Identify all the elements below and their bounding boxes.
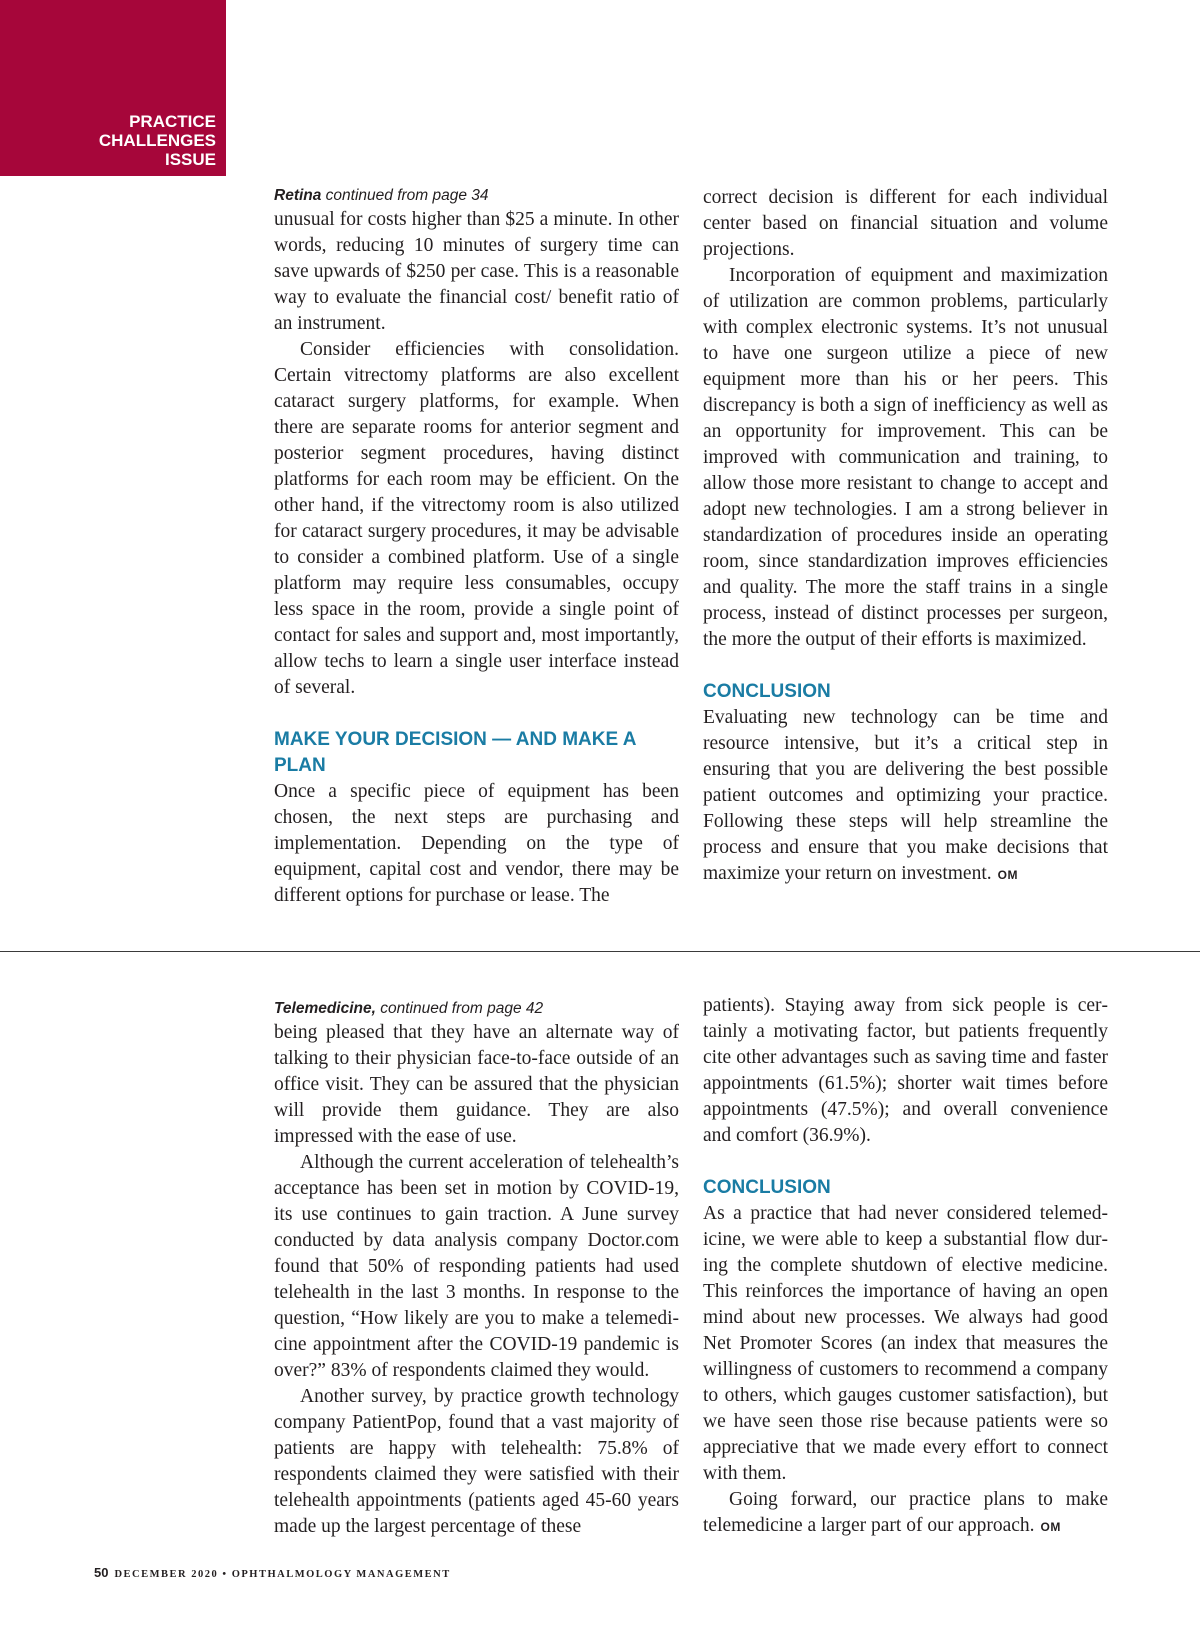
paragraph: being pleased that they have an alternate way of talking to their physician face-to-face outside of an office visit. They can be assured that the physician will provide them guidance. They are also impressed with the ease of use. [274, 1022, 679, 1147]
continued-line [274, 185, 679, 207]
paragraph: Another survey, by practice growth technology company PatientPop, found that a vast majority of patients are happy with telehealth: 75.8% of respondents claimed they were satisfied with their telehealth appointments (patients aged 45-60 years made up the largest percentage of these [274, 1386, 679, 1537]
paragraph [703, 705, 1108, 888]
paragraph: As a practice that had never considered telemedicine, we were able to keep a substantial flow during the complete shutdown of elective medicine. This reinforces the importance of having an open mind about new processes. We always had good Net Promoter Scores (an index that measures the willingness of customers to recommend a company to others, which gauges customer satisfaction), but we have seen those rise because patients were so appreciative that we made every effort to connect with them. [703, 1203, 1108, 1484]
section-tab-line-2: CHALLENGES [98, 131, 216, 150]
continued-line [274, 998, 679, 1020]
paragraph [703, 1487, 1108, 1540]
paragraph: correct decision is different for each individual center based on financial situation and volume projections. [703, 187, 1108, 260]
article2-left-column [274, 998, 679, 1540]
paragraph: patients). Staying away from sick people is certainly a motivating factor, but patients frequently cite other advantages such as saving time and faster appointments (61.5%); shorter wait times before appointments (47.5%); and overall convenience and comfort (36.9%). [703, 995, 1108, 1146]
section-heading: MAKE YOUR DECISION — AND MAKE A PLAN [274, 729, 636, 776]
article-divider [0, 951, 1200, 952]
paragraph: Although the current acceleration of telehealth’s acceptance has been set in motion by COVID-19, its use continues to gain traction. A June survey conducted by data analysis company Doctor.com found that 50% of responding patients had used telehealth in the last 3 months. In response to the question, “How likely are you to make a telemedicine appointment after the COVID-19 pandemic is over?” 83% of respondents claimed they would. [274, 1152, 679, 1381]
page-footer [94, 1565, 451, 1580]
continued-title: Retina [274, 187, 322, 204]
continued-text: continued from page 34 [321, 187, 489, 204]
article2-right-column [703, 993, 1108, 1540]
section-tab [0, 0, 226, 176]
footer-text: DECEMBER 2020 • OPHTHALMOLOGY MANAGEMENT [114, 1569, 451, 1580]
section-heading: CONCLUSION [703, 681, 831, 702]
section-heading: CONCLUSION [703, 1177, 831, 1198]
section-tab-line-1: PRACTICE [129, 112, 216, 131]
end-mark: OM [1040, 1520, 1061, 1534]
paragraph-text: Going forward, our practice plans to make telemedicine a larger part of our approach. [703, 1489, 1108, 1536]
continued-title: Telemedicine, [274, 1000, 376, 1017]
article1-left-column [274, 185, 679, 909]
end-mark: OM [997, 868, 1018, 882]
continued-text: continued from page 42 [375, 1000, 544, 1017]
article1-right-column [703, 185, 1108, 888]
paragraph: unusual for costs higher than $25 a minute. In other words, reducing 10 minutes of surgery time can save upwards of $250 per case. This is a reasonable way to evaluate the financial cost/ benefit ratio of an instrument. [274, 209, 679, 334]
paragraph: Once a specific piece of equipment has been chosen, the next steps are purchasing and implementation. Depending on the type of equipment, capital cost and vendor, there may be different options for purchase or lease. The [274, 781, 679, 906]
paragraph-text: Evaluating new technology can be time and resource intensive, but it’s a critical step in ensuring that you are delivering the best possible patient outcomes and optimizing your practice. Following these steps will help streamline the process and ensure that you make decisions that maximize your return on investment. [703, 707, 1108, 884]
page-number: 50 [94, 1565, 109, 1580]
section-tab-line-3: ISSUE [164, 150, 216, 169]
paragraph: Incorporation of equipment and maximization of utilization are common problems, particularly with complex electronic systems. It’s not unusual to have one surgeon utilize a piece of new equipment more than his or her peers. This discrepancy is both a sign of inefficiency as well as an opportunity for improvement. This can be improved with communication and training, to allow those more resistant to change to accept and adopt new technologies. I am a strong believer in standardization of procedures inside an operating room, since standardization improves efficiencies and quality. The more the staff trains in a single process, instead of distinct processes per surgeon, the more the output of their efforts is maximized. [703, 265, 1108, 650]
paragraph: Consider efficiencies with consolidation. Certain vitrectomy platforms are also excellent cataract surgery platforms, for example. When there are separate rooms for anterior segment and posterior segment procedures, having distinct platforms for each room may be efficient. On the other hand, if the vitrectomy room is also utilized for cataract surgery procedures, it may be advisable to consider a combined platform. Use of a single platform may require less consumables, occupy less space in the room, provide a single point of contact for sales and support and, most importantly, allow techs to learn a single user interface instead of several. [274, 339, 679, 698]
